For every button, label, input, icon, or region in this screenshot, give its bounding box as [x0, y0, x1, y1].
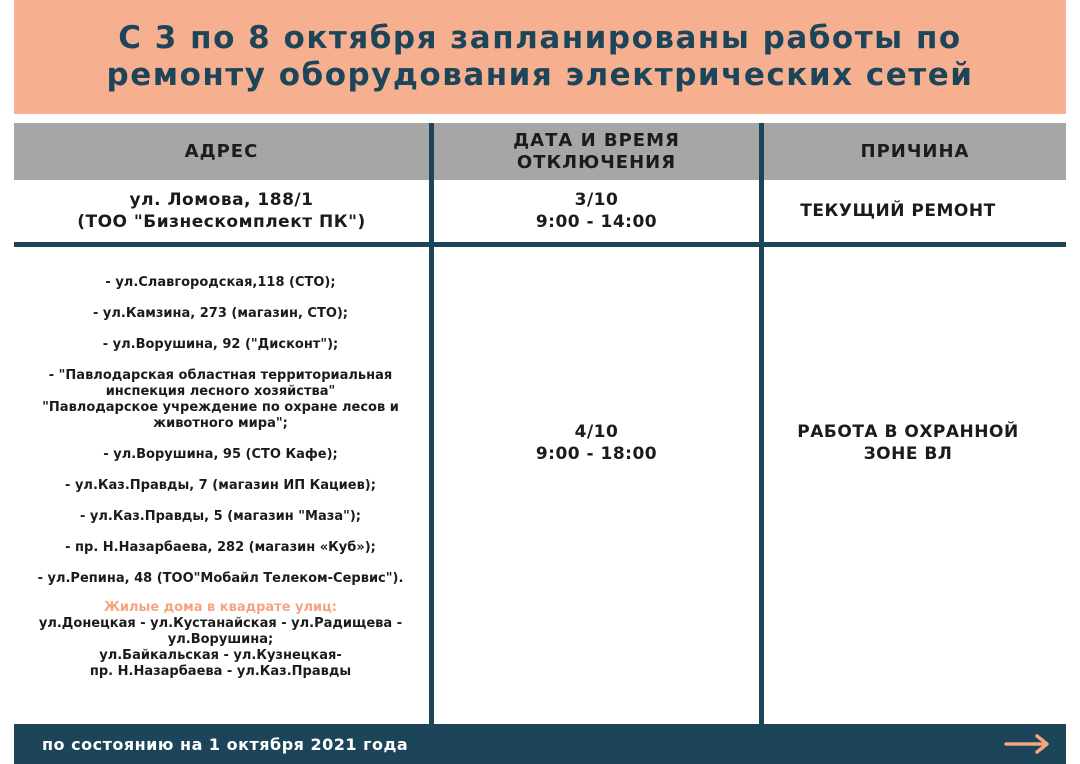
header-datetime: [434, 123, 759, 180]
row1-date: 3/10: [574, 190, 619, 210]
list-item: - ул.Каз.Правды, 5 (магазин "Маза");: [79, 509, 362, 524]
list-item-line: "Павлодарское учреждение по охране лесов и: [42, 400, 399, 415]
header-datetime-line2: ОТКЛЮЧЕНИЯ: [516, 151, 677, 173]
footer-bar: [14, 724, 1066, 764]
row2-reason-line1: РАБОТА В ОХРАННОЙ: [797, 422, 1019, 442]
list-item: [42, 368, 399, 432]
title-line-1: С 3 по 8 октября запланированы работы по: [118, 20, 962, 56]
table-header: [14, 123, 1066, 180]
residential-line: пр. Н.Назарбаева - ул.Каз.Правды: [89, 664, 352, 679]
list-item: - ул.Каз.Правды, 7 (магазин ИП Кациев);: [65, 478, 376, 493]
row1-reason: ТЕКУЩИЙ РЕМОНТ: [800, 201, 996, 221]
header-datetime-line1: ДАТА И ВРЕМЯ: [513, 129, 680, 151]
residential-line: ул.Байкальская - ул.Кузнецкая-: [99, 648, 342, 663]
list-item-line: инспекция лесного хозяйства": [105, 384, 336, 399]
title-line-2: ремонту оборудования электрических сетей: [106, 57, 974, 93]
row1-time: 9:00 - 14:00: [535, 212, 658, 232]
row2-reason: [764, 420, 1052, 466]
row2-reason-line2: ЗОНЕ ВЛ: [863, 444, 953, 464]
row1-datetime: [434, 182, 759, 240]
row1-address-line2: (ТОО "Бизнескомплект ПК"): [77, 212, 366, 232]
row2-address-list: [14, 250, 427, 720]
row2-time: 9:00 - 18:00: [535, 444, 658, 464]
row2-datetime: [434, 420, 759, 466]
footer-text: по состоянию на 1 октября 2021 года: [42, 734, 409, 754]
header-address: АДРЕС: [184, 140, 259, 162]
row1-address-line1: ул. Ломова, 188/1: [129, 190, 314, 210]
list-item: - ул.Камзина, 273 (магазин, СТО);: [92, 306, 349, 321]
header-reason: ПРИЧИНА: [860, 140, 970, 162]
row2-date: 4/10: [574, 422, 619, 442]
row-divider: [14, 242, 1066, 247]
list-item-line: животного мира";: [153, 416, 288, 431]
list-item: - ул.Ворушина, 92 ("Дисконт");: [102, 337, 339, 352]
residential-heading: Жилые дома в квадрате улиц:: [104, 600, 337, 615]
title-banner: [14, 0, 1066, 114]
row1-address: [14, 182, 429, 240]
list-item: - ул.Репина, 48 (ТОО"Мобайл Телеком-Сервис").: [37, 571, 404, 586]
residential-line: ул.Ворушина;: [167, 632, 274, 647]
residential-line: ул.Донецкая - ул.Кустанайская - ул.Радищева -: [38, 616, 403, 631]
list-item: - ул.Ворушина, 95 (СТО Кафе);: [103, 447, 338, 462]
list-item: - пр. Н.Назарбаева, 282 (магазин «Куб»);: [65, 540, 376, 555]
arrow-right-icon[interactable]: [1004, 733, 1052, 755]
list-item-line: - "Павлодарская областная территориальная: [48, 368, 393, 383]
list-item: - ул.Славгородская,118 (СТО);: [105, 275, 336, 290]
